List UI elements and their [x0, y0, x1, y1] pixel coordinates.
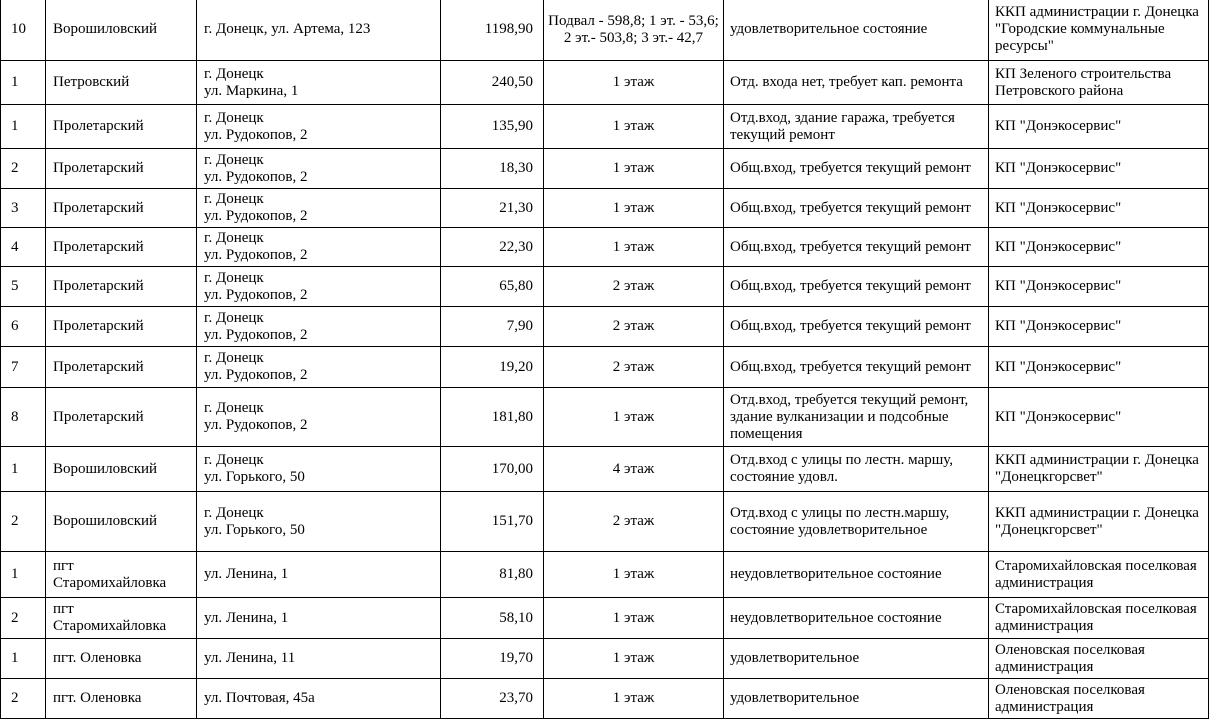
owner-cell: КП "Донэкосервис" [989, 307, 1209, 347]
floor-cell: 2 этаж [544, 347, 724, 388]
condition-cell: Общ.вход, требуется текущий ремонт [724, 307, 989, 347]
owner-cell: КП "Донэкосервис" [989, 149, 1209, 189]
table-row [1, 61, 1209, 105]
address-cell: ул. Ленина, 11 [197, 639, 441, 679]
district-cell: Пролетарский [46, 228, 197, 267]
address-cell: г. Донецк ул. Рудокопов, 2 [197, 388, 441, 447]
owner-cell: ККП администрации г. Донецка "Донецкгорсвет" [989, 447, 1209, 492]
row-number-cell: 2 [1, 679, 46, 719]
row-number-cell: 2 [1, 492, 46, 552]
condition-cell: Отд.вход с улицы по лестн. маршу, состояние удовл. [724, 447, 989, 492]
condition-cell: Отд. входа нет, требует кап. ремонта [724, 61, 989, 105]
owner-cell: КП "Донэкосервис" [989, 267, 1209, 307]
condition-cell: удовлетворительное [724, 639, 989, 679]
condition-cell: удовлетворительное [724, 679, 989, 719]
table-row [1, 639, 1209, 679]
floor-cell: 1 этаж [544, 679, 724, 719]
owner-cell: КП "Донэкосервис" [989, 105, 1209, 149]
area-cell: 240,50 [441, 61, 544, 105]
area-cell: 19,70 [441, 639, 544, 679]
area-cell: 181,80 [441, 388, 544, 447]
row-number-cell: 8 [1, 388, 46, 447]
table-row [1, 189, 1209, 228]
district-cell: Пролетарский [46, 347, 197, 388]
floor-cell: 2 этаж [544, 307, 724, 347]
row-number-cell: 2 [1, 598, 46, 639]
table-row [1, 105, 1209, 149]
address-cell: г. Донецк ул. Рудокопов, 2 [197, 228, 441, 267]
address-cell: ул. Ленина, 1 [197, 598, 441, 639]
owner-cell: Старомихайловская поселковая администрация [989, 552, 1209, 598]
table-row [1, 267, 1209, 307]
address-cell: г. Донецк ул. Рудокопов, 2 [197, 267, 441, 307]
row-number-cell: 2 [1, 149, 46, 189]
address-cell: г. Донецк ул. Рудокопов, 2 [197, 149, 441, 189]
owner-cell: Оленовская поселковая администрация [989, 639, 1209, 679]
floor-cell: 4 этаж [544, 447, 724, 492]
district-cell: Пролетарский [46, 267, 197, 307]
row-number-cell: 1 [1, 447, 46, 492]
address-cell: г. Донецк, ул. Артема, 123 [197, 0, 441, 61]
address-cell: ул. Почтовая, 45а [197, 679, 441, 719]
address-cell: г. Донецк ул. Рудокопов, 2 [197, 105, 441, 149]
floor-cell: 1 этаж [544, 639, 724, 679]
table-row [1, 679, 1209, 719]
owner-cell: КП "Донэкосервис" [989, 228, 1209, 267]
area-cell: 23,70 [441, 679, 544, 719]
condition-cell: неудовлетворительное состояние [724, 552, 989, 598]
owner-cell: КП "Донэкосервис" [989, 189, 1209, 228]
address-cell: ул. Ленина, 1 [197, 552, 441, 598]
floor-cell: 1 этаж [544, 61, 724, 105]
floor-cell: 1 этаж [544, 552, 724, 598]
condition-cell: Отд.вход, здание гаража, требуется текущий ремонт [724, 105, 989, 149]
area-cell: 7,90 [441, 307, 544, 347]
table-row [1, 228, 1209, 267]
owner-cell: ККП администрации г. Донецка "Городские коммунальные ресурсы" [989, 0, 1209, 61]
floor-cell: Подвал - 598,8; 1 эт. - 53,6; 2 эт.- 503,8; 3 эт.- 42,7 [544, 0, 724, 61]
area-cell: 151,70 [441, 492, 544, 552]
table-body [1, 0, 1209, 719]
condition-cell: Общ.вход, требуется текущий ремонт [724, 347, 989, 388]
row-number-cell: 7 [1, 347, 46, 388]
table-row [1, 552, 1209, 598]
condition-cell: удовлетворительное состояние [724, 0, 989, 61]
district-cell: Ворошиловский [46, 492, 197, 552]
address-cell: г. Донецк ул. Горького, 50 [197, 447, 441, 492]
table-row [1, 307, 1209, 347]
district-cell: пгт Старомихайловка [46, 552, 197, 598]
owner-cell: Старомихайловская поселковая администрация [989, 598, 1209, 639]
row-number-cell: 4 [1, 228, 46, 267]
owner-cell: ККП администрации г. Донецка "Донецкгорсвет" [989, 492, 1209, 552]
condition-cell: Отд.вход с улицы по лестн.маршу, состояние удовлетворительное [724, 492, 989, 552]
district-cell: Петровский [46, 61, 197, 105]
row-number-cell: 5 [1, 267, 46, 307]
table-row [1, 598, 1209, 639]
district-cell: Пролетарский [46, 307, 197, 347]
owner-cell: Оленовская поселковая администрация [989, 679, 1209, 719]
table-row [1, 492, 1209, 552]
address-cell: г. Донецк ул. Рудокопов, 2 [197, 189, 441, 228]
district-cell: Пролетарский [46, 388, 197, 447]
district-cell: пгт. Оленовка [46, 679, 197, 719]
area-cell: 65,80 [441, 267, 544, 307]
floor-cell: 2 этаж [544, 267, 724, 307]
floor-cell: 1 этаж [544, 189, 724, 228]
condition-cell: Общ.вход, требуется текущий ремонт [724, 228, 989, 267]
floor-cell: 1 этаж [544, 388, 724, 447]
table-row [1, 149, 1209, 189]
floor-cell: 2 этаж [544, 492, 724, 552]
table-row [1, 388, 1209, 447]
row-number-cell: 1 [1, 639, 46, 679]
area-cell: 22,30 [441, 228, 544, 267]
address-cell: г. Донецк ул. Маркина, 1 [197, 61, 441, 105]
district-cell: Пролетарский [46, 189, 197, 228]
district-cell: пгт Старомихайловка [46, 598, 197, 639]
table-row [1, 0, 1209, 61]
district-cell: Ворошиловский [46, 0, 197, 61]
floor-cell: 1 этаж [544, 149, 724, 189]
row-number-cell: 10 [1, 0, 46, 61]
address-cell: г. Донецк ул. Рудокопов, 2 [197, 307, 441, 347]
district-cell: Пролетарский [46, 105, 197, 149]
owner-cell: КП "Донэкосервис" [989, 347, 1209, 388]
condition-cell: Общ.вход, требуется текущий ремонт [724, 267, 989, 307]
area-cell: 1198,90 [441, 0, 544, 61]
district-cell: Пролетарский [46, 149, 197, 189]
area-cell: 81,80 [441, 552, 544, 598]
owner-cell: КП "Донэкосервис" [989, 388, 1209, 447]
row-number-cell: 1 [1, 105, 46, 149]
area-cell: 135,90 [441, 105, 544, 149]
address-cell: г. Донецк ул. Горького, 50 [197, 492, 441, 552]
district-cell: пгт. Оленовка [46, 639, 197, 679]
floor-cell: 1 этаж [544, 105, 724, 149]
condition-cell: Общ.вход, требуется текущий ремонт [724, 149, 989, 189]
area-cell: 21,30 [441, 189, 544, 228]
floor-cell: 1 этаж [544, 228, 724, 267]
district-cell: Ворошиловский [46, 447, 197, 492]
condition-cell: Общ.вход, требуется текущий ремонт [724, 189, 989, 228]
condition-cell: неудовлетворительное состояние [724, 598, 989, 639]
area-cell: 18,30 [441, 149, 544, 189]
row-number-cell: 1 [1, 61, 46, 105]
table-row [1, 447, 1209, 492]
row-number-cell: 1 [1, 552, 46, 598]
area-cell: 58,10 [441, 598, 544, 639]
area-cell: 19,20 [441, 347, 544, 388]
floor-cell: 1 этаж [544, 598, 724, 639]
table-row [1, 347, 1209, 388]
row-number-cell: 3 [1, 189, 46, 228]
owner-cell: КП Зеленого строительства Петровского района [989, 61, 1209, 105]
address-cell: г. Донецк ул. Рудокопов, 2 [197, 347, 441, 388]
condition-cell: Отд.вход, требуется текущий ремонт, здание вулканизации и подсобные помещения [724, 388, 989, 447]
area-cell: 170,00 [441, 447, 544, 492]
row-number-cell: 6 [1, 307, 46, 347]
